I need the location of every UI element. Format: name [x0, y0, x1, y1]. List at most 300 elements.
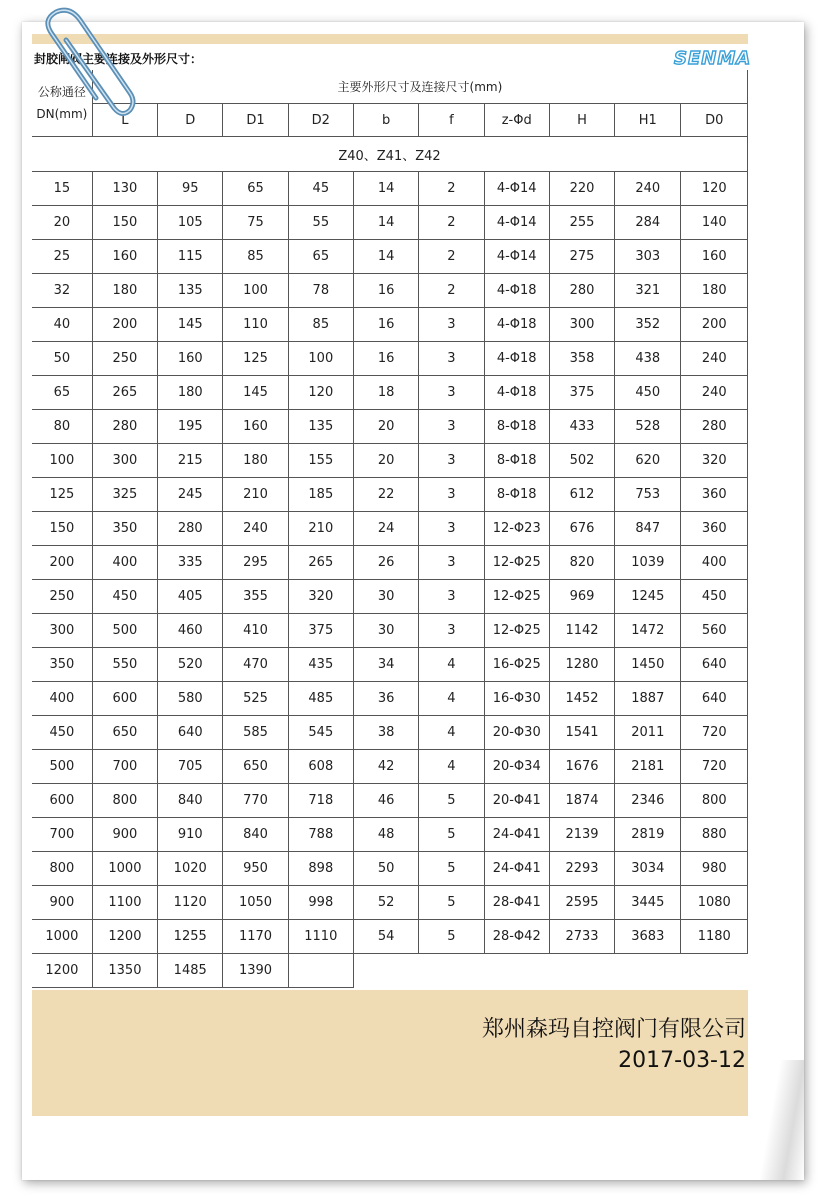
table-cell: 1039 — [615, 546, 681, 580]
table-cell: 800 — [92, 784, 157, 818]
dn-cell: 700 — [32, 818, 92, 852]
table-cell: 265 — [288, 546, 353, 580]
table-cell: 135 — [158, 274, 223, 308]
table-cell: 840 — [223, 818, 288, 852]
table-cell: 4 — [419, 648, 484, 682]
table-cell: 16-Φ30 — [484, 682, 549, 716]
table-cell: 2595 — [549, 886, 614, 920]
table-cell: 1350 — [92, 954, 157, 988]
table-cell: 24-Φ41 — [484, 818, 549, 852]
table-cell: 410 — [223, 614, 288, 648]
table-cell: 240 — [681, 342, 748, 376]
table-cell: 1000 — [92, 852, 157, 886]
dn-cell: 65 — [32, 376, 92, 410]
table-cell: 8-Φ18 — [484, 444, 549, 478]
table-cell: 360 — [681, 512, 748, 546]
table-cell: 640 — [681, 648, 748, 682]
table-cell: 160 — [223, 410, 288, 444]
table-cell: 16 — [353, 308, 418, 342]
table-cell: 28-Φ41 — [484, 886, 549, 920]
table-cell: 3445 — [615, 886, 681, 920]
table-cell: 1676 — [549, 750, 614, 784]
table-cell: 2 — [419, 172, 484, 206]
table-cell: 4 — [419, 750, 484, 784]
table-cell: 155 — [288, 444, 353, 478]
model-cell: Z40、Z41、Z42 — [32, 137, 748, 172]
table-row — [32, 886, 748, 920]
table-cell: 145 — [223, 376, 288, 410]
dn-cell: 250 — [32, 580, 92, 614]
table-cell: 1050 — [223, 886, 288, 920]
table-cell: 718 — [288, 784, 353, 818]
table-cell: 321 — [615, 274, 681, 308]
table-cell: 2 — [419, 206, 484, 240]
table-cell: 3 — [419, 376, 484, 410]
table-cell: 34 — [353, 648, 418, 682]
table-cell: 840 — [158, 784, 223, 818]
table-cell: 280 — [681, 410, 748, 444]
column-header: D — [158, 104, 223, 137]
dn-cell: 200 — [32, 546, 92, 580]
table-cell: 4-Φ18 — [484, 308, 549, 342]
dn-cell: 32 — [32, 274, 92, 308]
dn-cell: 15 — [32, 172, 92, 206]
table-cell: 12-Φ25 — [484, 614, 549, 648]
table-cell: 1110 — [288, 920, 353, 954]
dn-cell: 800 — [32, 852, 92, 886]
table-cell: 245 — [158, 478, 223, 512]
table-cell: 650 — [223, 750, 288, 784]
table-row — [32, 716, 748, 750]
table-cell: 45 — [288, 172, 353, 206]
table-cell: 1100 — [92, 886, 157, 920]
table-cell: 3 — [419, 410, 484, 444]
footer-band — [32, 990, 748, 1116]
dn-cell: 1200 — [32, 954, 92, 988]
table-cell: 2346 — [615, 784, 681, 818]
table-cell: 300 — [549, 308, 614, 342]
table-cell: 85 — [288, 308, 353, 342]
table-cell: 545 — [288, 716, 353, 750]
table-cell: 1452 — [549, 682, 614, 716]
table-cell: 1020 — [158, 852, 223, 886]
dn-cell: 150 — [32, 512, 92, 546]
table-cell: 2819 — [615, 818, 681, 852]
table-cell: 180 — [223, 444, 288, 478]
table-cell: 284 — [615, 206, 681, 240]
table-cell: 1142 — [549, 614, 614, 648]
table-cell: 160 — [158, 342, 223, 376]
table-cell: 500 — [92, 614, 157, 648]
table-cell: 100 — [223, 274, 288, 308]
table-cell: 12-Φ23 — [484, 512, 549, 546]
table-cell: 50 — [353, 852, 418, 886]
column-header: H — [549, 104, 614, 137]
table-cell: 405 — [158, 580, 223, 614]
table-cell: 1390 — [223, 954, 288, 988]
table-cell: 125 — [223, 342, 288, 376]
table-cell: 4-Φ14 — [484, 240, 549, 274]
table-cell — [288, 954, 353, 988]
table-cell: 255 — [549, 206, 614, 240]
dn-cell: 300 — [32, 614, 92, 648]
column-header: b — [353, 104, 418, 137]
table-cell: 30 — [353, 580, 418, 614]
table-cell: 450 — [92, 580, 157, 614]
table-cell: 502 — [549, 444, 614, 478]
table-cell: 910 — [158, 818, 223, 852]
column-header: f — [419, 104, 484, 137]
table-cell: 325 — [92, 478, 157, 512]
table-cell: 75 — [223, 206, 288, 240]
table-cell: 36 — [353, 682, 418, 716]
table-cell: 105 — [158, 206, 223, 240]
table-cell: 1485 — [158, 954, 223, 988]
table-cell: 4-Φ18 — [484, 376, 549, 410]
dn-cell: 500 — [32, 750, 92, 784]
table-cell: 110 — [223, 308, 288, 342]
document-date: 2017-03-12 — [618, 1048, 746, 1073]
empty-cell — [353, 954, 747, 988]
dn-cell: 125 — [32, 478, 92, 512]
table-cell: 180 — [681, 274, 748, 308]
table-cell: 600 — [92, 682, 157, 716]
table-row — [32, 954, 748, 988]
table-cell: 135 — [288, 410, 353, 444]
table-cell: 16-Φ25 — [484, 648, 549, 682]
table-cell: 1080 — [681, 886, 748, 920]
table-cell: 5 — [419, 920, 484, 954]
table-cell: 460 — [158, 614, 223, 648]
table-cell: 352 — [615, 308, 681, 342]
table-cell: 1450 — [615, 648, 681, 682]
table-cell: 180 — [158, 376, 223, 410]
table-cell: 3 — [419, 308, 484, 342]
table-cell: 5 — [419, 784, 484, 818]
table-cell: 3 — [419, 342, 484, 376]
table-cell: 612 — [549, 478, 614, 512]
table-row — [32, 274, 748, 308]
table-cell: 200 — [681, 308, 748, 342]
table-cell: 85 — [223, 240, 288, 274]
table-row — [32, 512, 748, 546]
table-cell: 2139 — [549, 818, 614, 852]
table-cell: 3 — [419, 512, 484, 546]
dn-cell: 25 — [32, 240, 92, 274]
table-cell: 20-Φ30 — [484, 716, 549, 750]
table-cell: 5 — [419, 818, 484, 852]
table-cell: 16 — [353, 274, 418, 308]
table-cell: 3 — [419, 478, 484, 512]
table-cell: 1887 — [615, 682, 681, 716]
table-cell: 160 — [92, 240, 157, 274]
table-cell: 1255 — [158, 920, 223, 954]
table-cell: 145 — [158, 308, 223, 342]
table-cell: 580 — [158, 682, 223, 716]
table-cell: 2 — [419, 274, 484, 308]
table-cell: 55 — [288, 206, 353, 240]
table-cell: 20 — [353, 444, 418, 478]
table-row — [32, 376, 748, 410]
table-cell: 560 — [681, 614, 748, 648]
table-row — [32, 852, 748, 886]
table-cell: 470 — [223, 648, 288, 682]
table-cell: 14 — [353, 240, 418, 274]
table-cell: 24 — [353, 512, 418, 546]
table-cell: 705 — [158, 750, 223, 784]
table-cell: 3683 — [615, 920, 681, 954]
table-cell: 150 — [92, 206, 157, 240]
table-cell: 195 — [158, 410, 223, 444]
column-header: L — [92, 104, 157, 137]
table-cell: 335 — [158, 546, 223, 580]
model-row — [32, 137, 748, 172]
table-cell: 2011 — [615, 716, 681, 750]
column-header: D1 — [223, 104, 288, 137]
company-name: 郑州森玛自控阀门有限公司 — [481, 1017, 746, 1042]
table-cell: 880 — [681, 818, 748, 852]
header-band — [32, 34, 748, 44]
table-cell: 438 — [615, 342, 681, 376]
dn-cell: 20 — [32, 206, 92, 240]
table-cell: 280 — [158, 512, 223, 546]
table-cell: 800 — [681, 784, 748, 818]
table-cell: 650 — [92, 716, 157, 750]
table-cell: 5 — [419, 886, 484, 920]
dn-cell: 450 — [32, 716, 92, 750]
table-cell: 280 — [92, 410, 157, 444]
dn-cell: 1000 — [32, 920, 92, 954]
table-cell: 14 — [353, 206, 418, 240]
table-row — [32, 342, 748, 376]
table-cell: 375 — [549, 376, 614, 410]
table-cell: 1245 — [615, 580, 681, 614]
table-cell: 48 — [353, 818, 418, 852]
table-cell: 300 — [92, 444, 157, 478]
table-cell: 355 — [223, 580, 288, 614]
dn-cell: 900 — [32, 886, 92, 920]
column-header: H1 — [615, 104, 681, 137]
table-cell: 12-Φ25 — [484, 580, 549, 614]
table-cell: 42 — [353, 750, 418, 784]
table-cell: 120 — [288, 376, 353, 410]
table-cell: 360 — [681, 478, 748, 512]
table-cell: 4-Φ18 — [484, 274, 549, 308]
table-row — [32, 682, 748, 716]
dn-cell: 100 — [32, 444, 92, 478]
table-cell: 433 — [549, 410, 614, 444]
table-cell: 210 — [223, 478, 288, 512]
table-cell: 28-Φ42 — [484, 920, 549, 954]
table-cell: 1180 — [681, 920, 748, 954]
table-cell: 2293 — [549, 852, 614, 886]
table-cell: 275 — [549, 240, 614, 274]
table-row — [32, 206, 748, 240]
table-cell: 8-Φ18 — [484, 478, 549, 512]
table-cell: 280 — [549, 274, 614, 308]
table-cell: 303 — [615, 240, 681, 274]
table-cell: 788 — [288, 818, 353, 852]
table-cell: 120 — [681, 172, 748, 206]
table-cell: 1280 — [549, 648, 614, 682]
table-row — [32, 410, 748, 444]
table-cell: 26 — [353, 546, 418, 580]
table-cell: 78 — [288, 274, 353, 308]
dn-cell: 350 — [32, 648, 92, 682]
table-row — [32, 750, 748, 784]
table-cell: 720 — [681, 750, 748, 784]
table-row — [32, 648, 748, 682]
dn-cell: 600 — [32, 784, 92, 818]
table-cell: 52 — [353, 886, 418, 920]
table-cell: 998 — [288, 886, 353, 920]
table-cell: 969 — [549, 580, 614, 614]
table-cell: 265 — [92, 376, 157, 410]
table-cell: 18 — [353, 376, 418, 410]
table-cell: 550 — [92, 648, 157, 682]
column-header: D0 — [681, 104, 748, 137]
column-header: z-Φd — [484, 104, 549, 137]
table-cell: 54 — [353, 920, 418, 954]
column-header: D2 — [288, 104, 353, 137]
table-cell: 20 — [353, 410, 418, 444]
table-row — [32, 478, 748, 512]
table-cell: 1874 — [549, 784, 614, 818]
table-row — [32, 580, 748, 614]
senma-logo: SENMA — [674, 48, 752, 69]
section-heading — [32, 48, 752, 72]
table-cell: 210 — [288, 512, 353, 546]
dn-header-line2: DN(mm) — [36, 107, 88, 121]
table-cell: 485 — [288, 682, 353, 716]
dn-cell: 50 — [32, 342, 92, 376]
table-cell: 3 — [419, 614, 484, 648]
table-cell: 22 — [353, 478, 418, 512]
table-cell: 640 — [158, 716, 223, 750]
table-cell: 12-Φ25 — [484, 546, 549, 580]
table-cell: 608 — [288, 750, 353, 784]
table-cell: 3 — [419, 444, 484, 478]
table-cell: 400 — [681, 546, 748, 580]
table-cell: 400 — [92, 546, 157, 580]
table-cell: 1120 — [158, 886, 223, 920]
table-row — [32, 784, 748, 818]
table-cell: 30 — [353, 614, 418, 648]
table-cell: 350 — [92, 512, 157, 546]
table-row — [32, 172, 748, 206]
table-cell: 24-Φ41 — [484, 852, 549, 886]
dn-cell: 80 — [32, 410, 92, 444]
table-cell: 185 — [288, 478, 353, 512]
table-cell: 295 — [223, 546, 288, 580]
group-header-cell: 主要外形尺寸及连接尺寸(mm) — [92, 70, 747, 104]
table-cell: 753 — [615, 478, 681, 512]
table-cell: 358 — [549, 342, 614, 376]
table-cell: 8-Φ18 — [484, 410, 549, 444]
table-cell: 3 — [419, 580, 484, 614]
table-cell: 950 — [223, 852, 288, 886]
table-row — [32, 614, 748, 648]
table-cell: 450 — [681, 580, 748, 614]
table-cell: 520 — [158, 648, 223, 682]
heading-text: 封胶闸阀主要连接及外形尺寸： — [34, 52, 203, 66]
table-cell: 4-Φ14 — [484, 206, 549, 240]
table-cell: 2 — [419, 240, 484, 274]
table-cell: 5 — [419, 852, 484, 886]
table-cell: 4 — [419, 682, 484, 716]
table-cell: 2181 — [615, 750, 681, 784]
table-cell: 240 — [223, 512, 288, 546]
table-cell: 140 — [681, 206, 748, 240]
table-cell: 160 — [681, 240, 748, 274]
table-cell: 16 — [353, 342, 418, 376]
table-cell: 847 — [615, 512, 681, 546]
table-row — [32, 444, 748, 478]
table-cell: 4-Φ14 — [484, 172, 549, 206]
table-cell: 700 — [92, 750, 157, 784]
table-cell: 676 — [549, 512, 614, 546]
table-cell: 375 — [288, 614, 353, 648]
table-cell: 20-Φ41 — [484, 784, 549, 818]
table-cell: 320 — [681, 444, 748, 478]
table-row — [32, 240, 748, 274]
table-cell: 435 — [288, 648, 353, 682]
table-cell: 65 — [223, 172, 288, 206]
group-header-row — [32, 70, 748, 104]
table-cell: 95 — [158, 172, 223, 206]
table-cell: 450 — [615, 376, 681, 410]
table-row — [32, 546, 748, 580]
table-cell: 215 — [158, 444, 223, 478]
table-cell: 4 — [419, 716, 484, 750]
table-cell: 3034 — [615, 852, 681, 886]
table-row — [32, 920, 748, 954]
table-cell: 20-Φ34 — [484, 750, 549, 784]
table-cell: 1170 — [223, 920, 288, 954]
page-curl-shadow — [756, 1060, 804, 1180]
table-cell: 46 — [353, 784, 418, 818]
table-cell: 130 — [92, 172, 157, 206]
table-cell: 585 — [223, 716, 288, 750]
dn-cell: 400 — [32, 682, 92, 716]
table-cell: 898 — [288, 852, 353, 886]
table-cell: 770 — [223, 784, 288, 818]
table-row — [32, 308, 748, 342]
table-cell: 1472 — [615, 614, 681, 648]
table-cell: 65 — [288, 240, 353, 274]
paperclip-icon — [36, 0, 136, 118]
table-cell: 220 — [549, 172, 614, 206]
column-header-row — [32, 104, 748, 137]
table-cell: 900 — [92, 818, 157, 852]
table-cell: 320 — [288, 580, 353, 614]
table-cell: 14 — [353, 172, 418, 206]
table-cell: 1541 — [549, 716, 614, 750]
table-cell: 100 — [288, 342, 353, 376]
table-cell: 180 — [92, 274, 157, 308]
table-cell: 980 — [681, 852, 748, 886]
table-cell: 250 — [92, 342, 157, 376]
table-cell: 38 — [353, 716, 418, 750]
table-cell: 525 — [223, 682, 288, 716]
table-cell: 4-Φ18 — [484, 342, 549, 376]
table-cell: 3 — [419, 546, 484, 580]
table-cell: 620 — [615, 444, 681, 478]
table-cell: 820 — [549, 546, 614, 580]
table-cell: 200 — [92, 308, 157, 342]
dimension-table — [32, 70, 748, 988]
table-cell: 720 — [681, 716, 748, 750]
